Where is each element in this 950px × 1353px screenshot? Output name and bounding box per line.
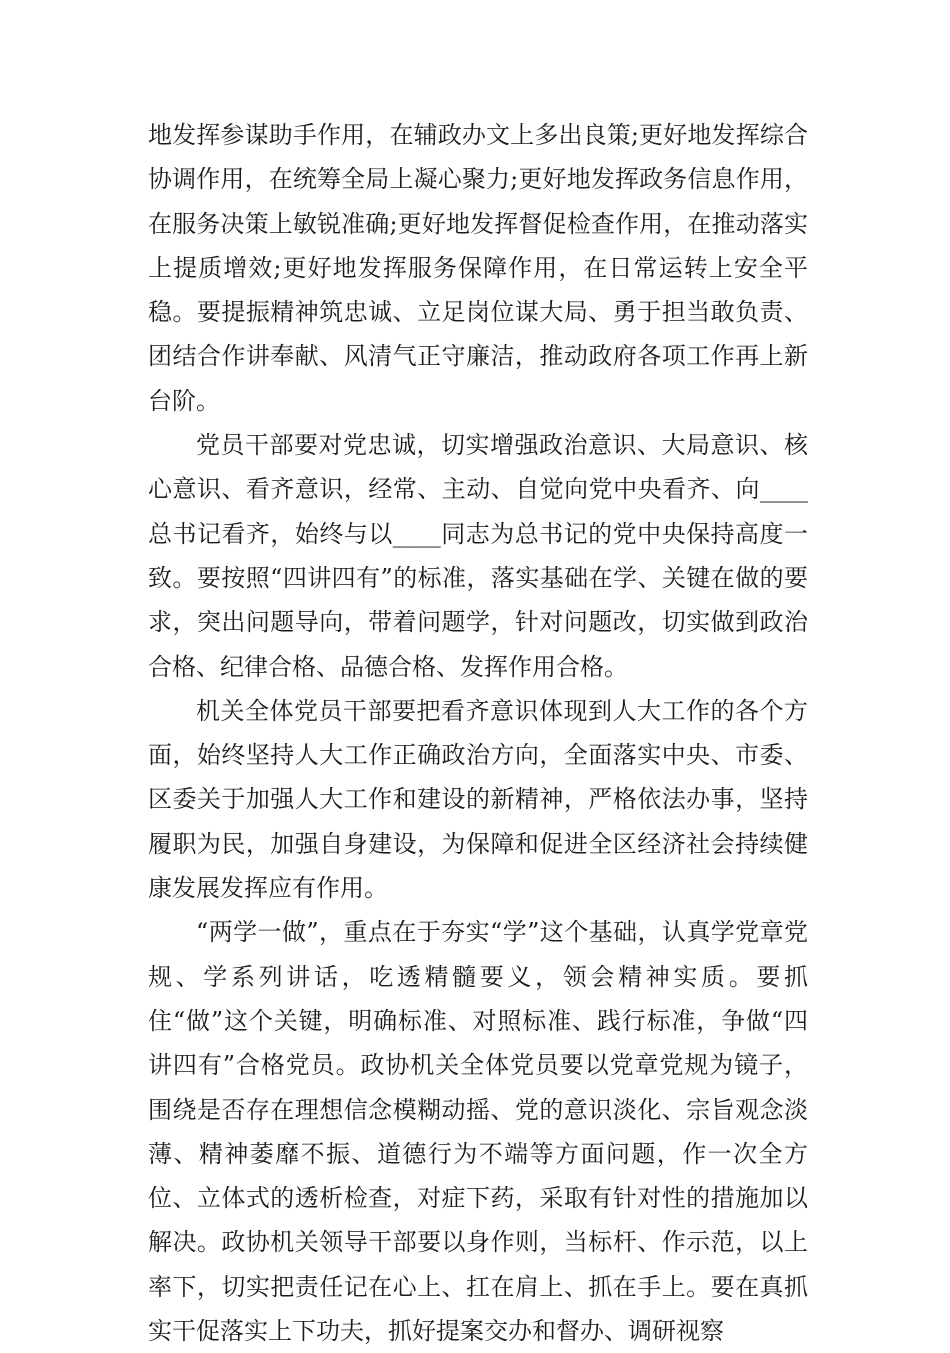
paragraph-1: 地发挥参谋助手作用，在辅政办文上多出良策;更好地发挥综合协调作用，在统筹全局上凝心聚力;更好地发挥政务信息作用，在服务决策上敏锐准确;更好地发挥督促检查作用，在推动落实上提质增效;更好地发挥服务保障作用，在日常运转上安全平稳。要提振精神筑忠诚、立足岗位谋大局、勇于担当敢负责、团结合作讲奉献、风清气正守廉洁，推动政府各项工作再上新台阶。	[148, 121, 808, 415]
paragraph-2: 党员干部要对党忠诚，切实增强政治意识、大局意识、核心意识、看齐意识，经常、主动、自觉向党中央看齐、向____总书记看齐，始终与以____同志为总书记的党中央保持高度一致。要按照“四讲四有”的标准，落实基础在学、关键在做的要求，突出问题导向，带着问题学，针对问题改，切实做到政治合格、纪律合格、品德合格、发挥作用合格。	[148, 431, 808, 681]
paragraph-3: 机关全体党员干部要把看齐意识体现到人大工作的各个方面，始终坚持人大工作正确政治方向，全面落实中央、市委、区委关于加强人大工作和建设的新精神，严格依法办事，坚持履职为民，加强自身建设，为保障和促进全区经济社会持续健康发展发挥应有作用。	[148, 696, 808, 903]
paragraph-4: “两学一做”，重点在于夯实“学”这个基础，认真学党章党规、学系列讲话，吃透精髓要义，领会精神实质。要抓住“做”这个关键，明确标准、对照标准、践行标准，争做“四讲四有”合格党员。政协机关全体党员要以党章党规为镜子，围绕是否存在理想信念模糊动摇、党的意识淡化、宗旨观念淡薄、精神萎靡不振、道德行为不端等方面问题，作一次全方位、立体式的透析检查，对症下药，采取有针对性的措施加以解决。政协机关领导干部要以身作则，当标杆、作示范，以上率下，切实把责任记在心上、扛在肩上、抓在手上。要在真抓实干促落实上下功夫，抓好提案交办和督办、调研视察	[148, 918, 808, 1346]
document-page	[148, 113, 808, 1353]
